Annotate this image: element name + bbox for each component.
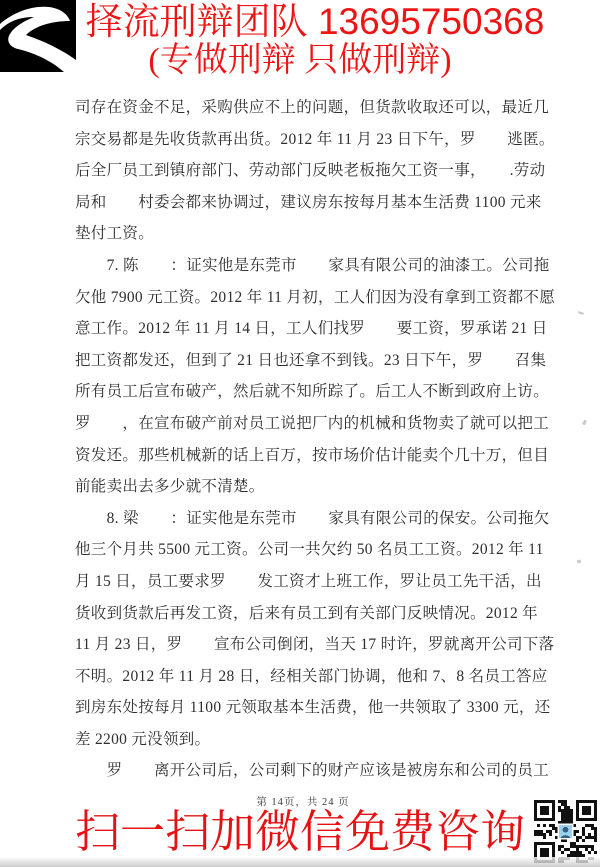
ad-slogan: (专做刑辩 只做刑辩): [148, 42, 452, 79]
scan-speck: [578, 311, 584, 315]
document-line: 宗交易都是先收货款再出货。2012 年 11 月 23 日下午，罗 逃匿。: [75, 130, 555, 148]
document-line: 司存在资金不足，采购供应不上的问题，但货款收取还可以，最近几: [75, 99, 550, 116]
document-line: 罗 离开公司后，公司剩下的财产应该是被房东和公司的员工: [75, 762, 550, 780]
scan-speck: [577, 559, 582, 563]
document-line: 资发还。那些机械新的话上百万，按市场价估计能卖个几十万，但目: [75, 446, 550, 464]
document-text-block: [75, 92, 556, 787]
document-line: 货收到货款后再发工资，后来有员工到有关部门反映情况。2012 年: [75, 604, 538, 622]
document-line: 后全厂员工到镇府部门、劳动部门反映老板拖欠工资一事， .劳动: [75, 162, 546, 180]
page-number: 第 14页，共 24 页: [256, 797, 350, 808]
document-line: 所有员工后宣布破产，然后就不知所踪了。后工人不断到政府上访。: [75, 383, 550, 401]
document-line: 垫付工资。: [75, 225, 155, 243]
ad-team-name-and-phone: 择流刑辩团队 13695750368: [85, 1, 545, 42]
document-line: 7. 陈 ：证实他是东莞市 家具有限公司的油漆工。公司拖: [75, 256, 550, 274]
document-line: 到房东处按每月 1100 元领取基本生活费，他一共领取了 3300 元，还: [75, 699, 551, 717]
document-line: 意工作。2012 年 11 月 14 日，工人们找罗 要工资，罗承诺 21 日: [75, 320, 548, 338]
document-line: 把工资都发还，但到了 21 日也还拿不到钱。23 日下午，罗 召集: [75, 351, 547, 369]
document-line: 月 15 日，员工要求罗 发工资才上班工作，罗让员工先干活，出: [75, 572, 542, 590]
document-line: 不明。2012 年 11 月 28 日，经相关部门协调，他和 7、8 名员工答应: [75, 667, 548, 685]
qr-code-icon: [534, 800, 597, 863]
document-line: 欠他 7900 元工资。2012 年 11 月初，工人们因为没有拿到工资都不愿: [75, 288, 556, 306]
document-line: 11 月 23 日，罗 宣布公司倒闭，当天 17 时许，罗就离开公司下落: [75, 636, 555, 654]
document-line: 罗 ，在宣布破产前对员工说把厂内的机械和货物卖了就可以把工: [75, 414, 550, 432]
document-line: 局和 村委会都来协调过，建议房东按每月基本生活费 1100 元来: [75, 193, 542, 211]
scan-speck: [582, 420, 587, 426]
wechat-qr-code: [534, 800, 597, 863]
ad-wechat-cta: 扫一扫加微信免费咨询: [74, 807, 525, 857]
document-line: 8. 梁 ：证实他是东莞市 家具有限公司的保安。公司拖欠: [75, 509, 550, 527]
document-line: 他三个月共 5500 元工资。公司一共欠约 50 名员工工资。2012 年 11: [75, 541, 544, 559]
document-line: 前能卖出去多少就不清楚。: [75, 478, 265, 496]
document-line: 差 2200 元没领到。: [75, 730, 211, 748]
scan-bottom-edge: [0, 857, 600, 867]
